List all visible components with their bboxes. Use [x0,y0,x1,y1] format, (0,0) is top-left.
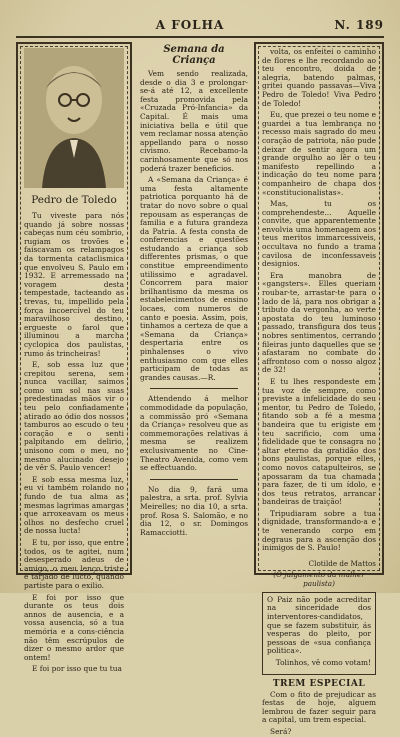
column-2 [138,42,250,575]
issue-number: N. 189 [334,18,384,32]
section-title-trem-especial: TREM ESPECIAL [272,678,366,689]
paragraph: E sob essa mesma luz, eu vi também rolando no fundo de tua alma as mesmas lagrimas amargas que arroxeavam os meus olhos no desfecho cruel de nossa lucta! [24,474,124,536]
paragraph: E, sob essa luz que crepitou serena, sem nunca vacillar, saimos como um sol nas suas predestinadas mãos vir o teu pelo confiadamente atirado ao ódio dos nossos tamburos ao escudo o teu coração e o senti palpitando em delirio, unisono com o meu, no mesmo alucinado desejo de vêr S. Paulo vencer! [24,360,124,473]
divider [150,388,238,389]
section-title-semana-da-crianca: Semana da Criança [163,44,225,66]
paragraph: Tu viveste para nós quando já sobre nossas cabeças num céu sombrio, rugiam os trovões e faiscavam os relampagos da tormenta cataclismica que envolveu S. Paulo em 1932. E arremessado na voragem desta tempestade, tacteando as trevas, tu, impellido pela força incoercível do teu maravilhoso destino, ergueste o farol que illuminou a marcha cyclopica dos paulistas, rumo ás trincheiras! [24,211,124,358]
masthead [16,16,384,34]
paragraph: Eu, que prezei o teu nome e guardei a tua lembrança no recesso mais sagrado do meu coração de patriota, não pude deixar de sentir agora um grande orgulho ao lêr o teu manifesto repellindo a indicação do teu nome para companheiro de chapa dos «constitucionalistas». [262,110,376,197]
paragraph: Mas, tu os comprehendeste... Aquelle convite, que apparentemente envolvia uma homenagem aos teus meritos immarcessiveis, occultava no fundo a trama cavilosa de inconfessaveis designios. [262,199,376,269]
header-rule [16,36,384,38]
paragraph: Será? [270,726,292,736]
quote-text: O Paiz não pode acreditar na sinceridade dos interventores-candidatos, que se fazem substituir, ás vesperas do pleito, por pessoas de «sua confiança politica». [267,594,371,656]
paragraph: A «Semana da Criança» é uma festa altamente patriotica porquanto há de tratar do novo sobre o qual repousam as esperanças de familia e a futura grandeza da Patria. A festa consta de conferencias e questões estudando a criança sob differentes prismas, o que constitue empreendimento utilissimo e agradavel. Concorrem para maior brilhantismo da mesma os estabelecimentos de ensino locaes, com numeros de canto e poesia. Assim, pois, tinhamos a certeza de que a «Semana da Criança» despertaria entre os pinhalenses o vivo enthusiasmo com que elles participam de todas as grandes causas.—R. [140,175,248,382]
quote-tail: Tolinhos, vê como votam! [275,658,371,667]
author-signature: Clotilde de Mattos [308,558,376,568]
paragraph: Com o fito de prejudicar as festas de hoje, alguem lembrou de fazer seguir para a capital, um trem especial. [262,689,376,725]
paragraph: Era manobra de «gangsters». Elles queriam roubar-te, arrastar-te para o lado de lá, para nos obrigar a tributo da vergonha, ao verte apostata do teu luminoso passado, transfigura dos teus nobres sentimentos, cerrando fileiras junto daquelles que se afastaram no combate do affrontoso com o nosso algoz de 32! [262,270,376,375]
column-3-content [262,47,376,736]
paragraph: Tripudiaram sobre a tua dignidade, transformando-a e te venerando corpo em degraus para a ascenção dos inimigos de S. Paulo! [262,508,376,553]
paragraph: E tu lhes respondeste em tua voz de sempre, como previste a infelicidade do seu mentor, tu Pedro de Toledo, fitando sob a fé a mesma bandeira que tu erigiste em teu sacrificio, com uma fidelidade que te consagra no altar eterno da gratidão dos bons paulistas, porque elles, como novos catapulteiros, se apossaram da tua chamada para fazer, de ti um ídolo, e dos teus retratos, arrancar bandeiras de traição! [262,376,376,507]
paragraph: E foi por isso que durante os teus dois annos de ausencia, e a vossa ausencia, só a tua memória e a cons-ciência não têm escrúpulos de dizer o mesmo ardor que ontem! [24,592,124,662]
portrait-photo [24,48,124,188]
paragraph: Attendendo á melhor commodidade da população, a commissão pró «Semana da Criança» resolveu que as commemorações relativas á mesma se realizem exclusivamente no Cine-Theatro Avenida, como vem se effectuando. [140,394,248,473]
column-2-content [140,42,248,569]
quote-box [262,592,376,675]
column-1-content [24,48,124,674]
divider [150,479,238,480]
portrait-caption: Pedro de Toledo [31,194,117,206]
author-note: (O julgamento da mulher paulista) [273,569,365,588]
newspaper-title: A FOLHA [155,18,225,32]
paragraph: Vem sendo realizada, desde o dia 3 e prolongar-se-á até 12, a excellente festa promovida pela «Cruzada Pró-Infancia» da Capital. É mais uma iniciativa bella e útil que vem reclamar nossa atenção appellando para o nosso civismo. Recebamo-la carinhosamente que só nos poderá trazer beneficios. [140,69,248,173]
column-1 [16,42,132,674]
portrait-illustration [24,48,124,188]
column-3 [254,42,384,736]
paragraph: No dia 9, fará uma palestra, a srta. prof. Sylvia Meirelles; no dia 10, a srta. prof. Rosa S. Salomão, e no dia 12, o sr. Domingos Ramacciotti. [140,484,248,537]
paragraph: volta, os enfeitei o caminho de flores e lhe recordando ao teu encontro, doida de alegria, batendo palmas, gritei quando passavas—Viva Pedro de Toledo! Viva Pedro de Toledo! [262,47,376,108]
paragraph: E tu, por isso, que entre todos, os te agitei, num desesperado adeus de amigo, o meu lenço triste e tarjado de lucto, quando partiste para o exilio. [24,537,124,590]
paragraph: E foi por isso que tu tua [32,664,122,674]
